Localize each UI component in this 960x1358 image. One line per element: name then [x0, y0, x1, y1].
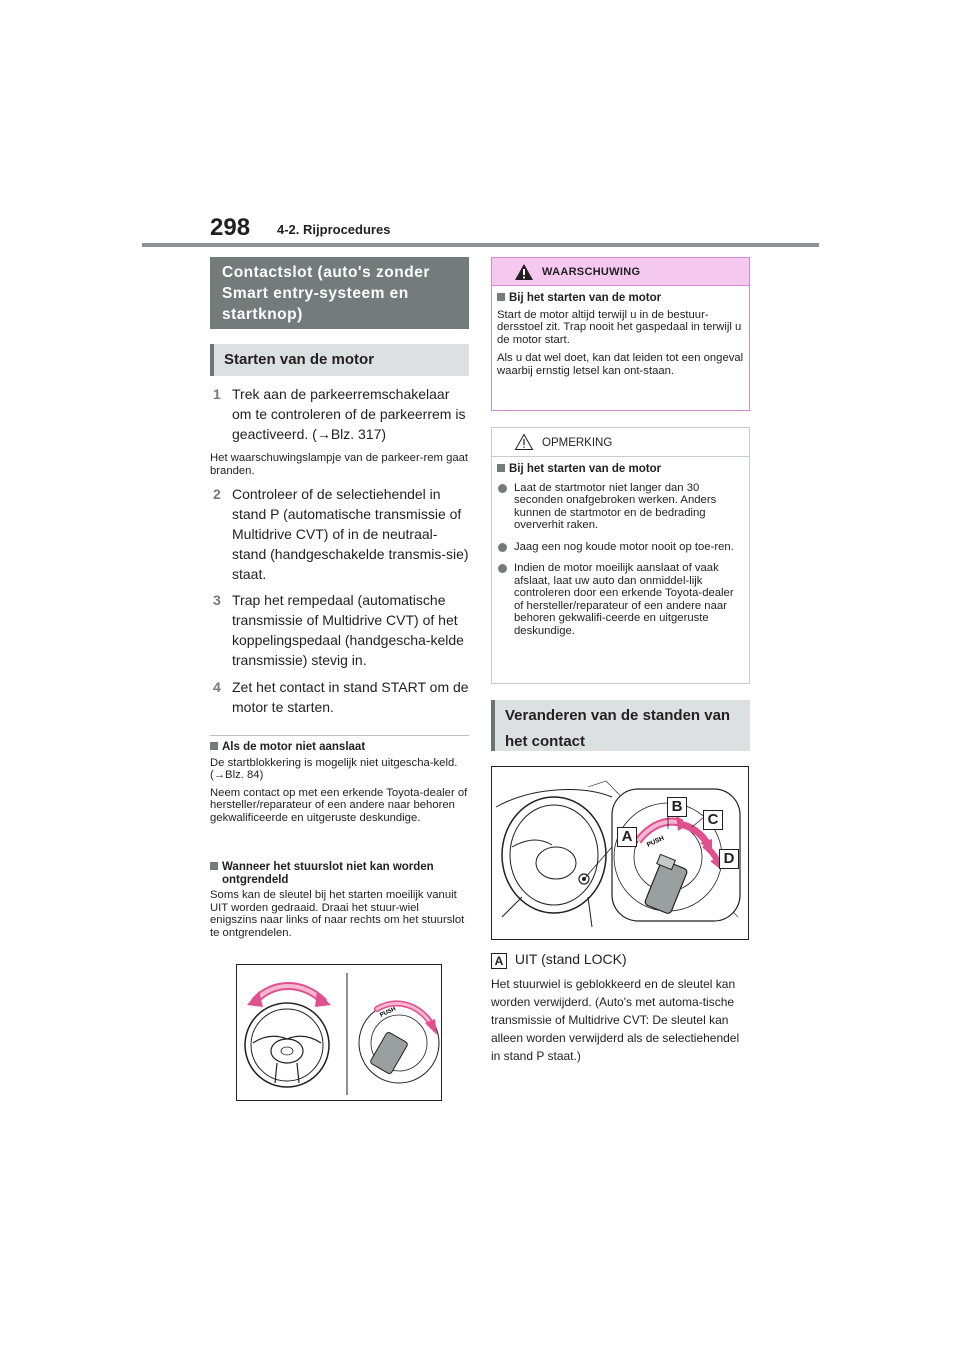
square-bullet-icon	[497, 464, 505, 472]
caution-triangle-icon	[514, 433, 534, 451]
ignition-illustration	[492, 767, 749, 940]
section-title: Contactslot (auto's zonder Smart entry-systeem en startknop)	[222, 264, 430, 323]
notice-label: OPMERKING	[542, 437, 613, 449]
section-title-box	[210, 257, 469, 329]
step-3: 3 Trap het rempedaal (automatische transmissie of Multidrive CVT) of het koppelingspedaal (handgescha-kelde transmissie) stevig in.	[210, 590, 469, 670]
step-1: 1 Trek aan de parkeerremschakelaar om te controleren of de parkeerrem is geactiveerd. (→Blz. 317)	[210, 384, 469, 444]
round-bullet-icon	[498, 543, 507, 552]
steering-lock-figure	[236, 964, 442, 1101]
warning-label: WAARSCHUWING	[542, 266, 641, 278]
notice-header	[492, 428, 749, 457]
step-text: Controleer of de selectiehendel in stand P (automatische transmissie of Multidrive CVT) of in de neutraal-stand (handgeschakelde transmis-sie) staat.	[232, 486, 469, 582]
square-bullet-icon	[210, 862, 218, 870]
note-steering-lock: Wanneer het stuurslot niet kan worden ontgrendeld Soms kan de sleutel bij het starten moeilijk vanuit UIT worden gedraaid. Draai het stuur-wiel enigszins naar links of naar rechts om het stuurslot te ontgrendelen.	[210, 861, 465, 939]
round-bullet-icon	[498, 484, 507, 493]
subsection-title-box	[491, 700, 750, 751]
steering-wheel-illustration	[237, 965, 442, 1101]
square-bullet-icon	[210, 742, 218, 750]
notes-divider	[210, 735, 469, 736]
warning-heading: Bij het starten van de motor	[509, 292, 662, 304]
ignition-positions-figure	[491, 766, 749, 940]
header-divider	[142, 243, 819, 247]
figure-label-a: A	[617, 827, 637, 847]
figure-label-d: D	[719, 849, 739, 869]
position-a-title: UIT (stand LOCK)	[514, 951, 627, 967]
warning-box: WAARSCHUWING Bij het starten van de motor Start de motor altijd terwijl u in de bestuur-dersstoel zit. Trap nooit het gaspedaal in terwijl u de motor start. Als u dat wel doet, kan dat leiden tot een ongeval waarbij ernstig letsel kan ont-staan.	[491, 257, 750, 411]
section-reference: 4-2. Rijprocedures	[277, 222, 391, 237]
step-text: Trek aan de parkeerremschakelaar om te controleren of de parkeerrem is geactiveerd. (→Blz. 317)	[232, 386, 466, 442]
warning-triangle-icon	[514, 263, 534, 281]
position-a-description: Het stuurwiel is geblokkeerd en de sleutel kan worden verwijderd. (Auto's met automa-tische transmissie of Multidrive CVT: De sleutel kan alleen worden verwijderd als de selectiehendel in stand P staat.)	[491, 977, 740, 1063]
notice-box	[491, 427, 750, 684]
figure-label-c: C	[703, 810, 723, 830]
step-2: 2 Controleer of de selectiehendel in stand P (automatische transmissie of Multidrive CVT) of in de neutraal-stand (handgeschakelde transmis-sie) staat.	[210, 484, 469, 584]
position-a-label: A	[491, 953, 507, 969]
figure-label-b: B	[667, 797, 687, 817]
note-engine-not-starting: Als de motor niet aanslaat De startblokkering is mogelijk niet uitgescha-keld. (→Blz. 84) Neem contact op met een erkende Toyota-dealer of hersteller/reparateur of een andere naar behoren gekwalificeerde en uitgeruste deskundige.	[210, 741, 468, 824]
subsection-title: Veranderen van de standen van het contact	[505, 707, 731, 750]
square-bullet-icon	[497, 293, 505, 301]
notice-bullet: Jaag een nog koude motor nooit op toe-ren.	[497, 541, 744, 554]
subsection-title: Starten van de motor	[224, 351, 375, 368]
push-label: PUSH	[645, 834, 666, 849]
notice-heading: Bij het starten van de motor	[509, 463, 662, 475]
step-1-note: Het waarschuwingslampje van de parkeer-rem gaat branden.	[210, 452, 469, 477]
page-number: 298	[210, 214, 251, 241]
warning-header	[492, 258, 749, 286]
step-text: Trap het rempedaal (automatische transmissie of Multidrive CVT) of het koppelingspedaal (handgescha-kelde transmissie) stevig in.	[232, 592, 464, 668]
round-bullet-icon	[498, 564, 507, 573]
step-text: Zet het contact in stand START om de motor te starten.	[232, 679, 469, 715]
subsection-title-box	[210, 344, 469, 376]
step-4: 4 Zet het contact in stand START om de motor te starten.	[210, 677, 469, 717]
position-a-item	[491, 949, 750, 1065]
notice-bullet: Laat de startmotor niet langer dan 30 seconden onafgebroken werken. Anders kunnen de startmotor en de bedrading oververhit raken.	[497, 482, 744, 532]
notice-bullet: Indien de motor moeilijk aanslaat of vaak afslaat, laat uw auto dan onmiddel-lijk controleren door een erkende Toyota-dealer of hersteller/reparateur of een andere naar behoren gekwalifi-ceerde en uitgeruste deskundige.	[497, 562, 744, 637]
push-label: PUSH	[379, 1006, 397, 1019]
